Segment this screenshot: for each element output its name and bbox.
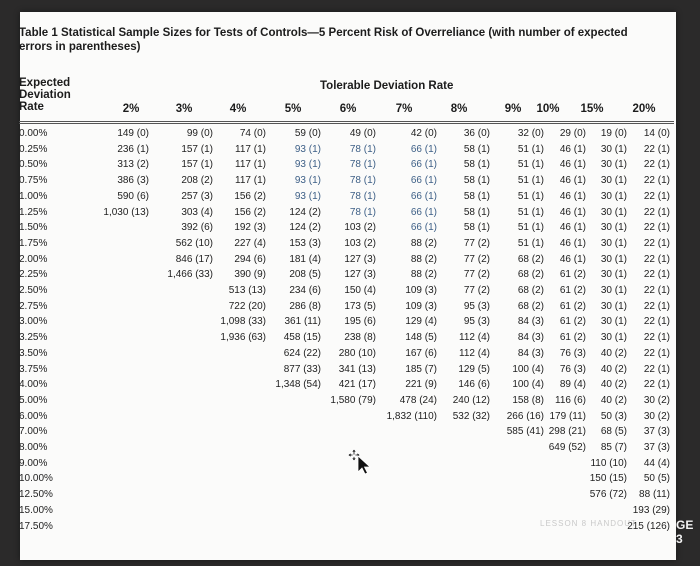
sample-size-cell: 877 (33) [283,363,321,375]
sample-size-cell: 30 (1) [600,253,627,265]
sample-size-cell: 58 (1) [463,143,490,155]
sample-size-cell: 44 (4) [643,457,670,469]
deviation-rate-label: 0.25% [19,143,48,155]
sample-size-cell: 227 (4) [234,237,266,249]
sample-size-cell: 1,030 (13) [103,206,149,218]
sample-size-cell: 49 (0) [349,128,376,139]
sample-size-cell: 392 (6) [181,222,213,234]
sample-size-cell: 51 (1) [517,206,544,218]
sample-size-cell: 313 (2) [117,159,149,171]
sample-size-cell: 68 (2) [517,300,544,312]
sample-size-cell: 117 (1) [235,143,266,155]
sample-size-cell: 341 (13) [338,363,376,375]
sample-size-cell: 846 (17) [175,253,213,265]
sample-size-cell: 66 (1) [410,159,437,171]
deviation-rate-label: 3.75% [19,363,48,375]
deviation-rate-label: 4.00% [19,379,48,391]
sample-size-cell: 22 (1) [643,175,670,187]
sample-size-cell: 61 (2) [559,316,586,328]
sample-size-cell: 66 (1) [410,143,437,155]
sample-size-cell: 66 (1) [410,190,437,202]
sample-size-cell: 117 (1) [235,175,266,187]
sample-size-cell: 58 (1) [463,206,490,218]
sample-size-cell: 40 (2) [600,363,627,375]
sample-size-cell: 84 (3) [517,332,544,344]
deviation-rate-label: 3.50% [19,347,48,359]
sample-size-cell: 88 (11) [639,489,670,501]
sample-size-cell: 1,832 (110) [386,410,437,422]
sample-size-cell: 193 (29) [632,504,670,516]
sample-size-cell: 30 (1) [600,285,627,296]
sample-size-cell: 286 (8) [289,300,321,312]
sample-size-cell: 30 (1) [600,332,627,344]
sample-size-cell: 76 (3) [559,363,586,375]
sample-size-cell: 22 (1) [643,143,670,155]
deviation-rate-label: 0.50% [19,159,48,171]
sample-size-cell: 124 (2) [289,206,321,218]
sample-size-cell: 722 (20) [228,300,266,312]
sample-size-cell: 22 (1) [643,316,670,328]
deviation-rate-label: 6.00% [19,410,48,422]
sample-size-cell: 109 (3) [405,285,437,296]
sample-size-cell: 77 (2) [463,269,490,281]
sample-size-cell: 421 (17) [338,379,376,391]
sample-size-cell: 30 (1) [600,269,627,281]
sample-size-cell: 294 (6) [234,253,266,265]
sample-size-cell: 61 (2) [559,269,586,281]
sample-size-cell: 30 (1) [600,175,627,187]
table-title: Table 1 Statistical Sample Sizes for Tests of Controls—5 Percent Risk of Overreliance (with number of expected errors in parentheses) [19,27,628,53]
sample-size-cell: 257 (3) [181,190,213,202]
sample-size-cell: 78 (1) [349,159,376,171]
sample-size-cell: 173 (5) [344,300,376,312]
deviation-rate-label: 2.00% [19,253,48,265]
sample-size-cell: 478 (24) [399,394,437,406]
tolerable-deviation-rate-header: Tolerable Deviation Rate [320,80,454,92]
sample-size-cell: 153 (3) [289,237,321,249]
sample-size-cell: 66 (1) [410,222,437,234]
deviation-rate-label: 12.50% [19,489,53,501]
sample-size-cell: 158 (8) [512,394,544,406]
deviation-rate-label: 2.50% [19,285,48,296]
sample-size-cell: 58 (1) [463,159,490,171]
expected-deviation-rate-header [19,77,89,113]
sample-size-cell: 77 (2) [463,253,490,265]
sample-size-cell: 236 (1) [117,143,149,155]
sample-size-cell: 37 (3) [643,442,670,453]
sample-size-cell: 51 (1) [517,175,544,187]
sample-size-cell: 85 (7) [600,442,627,453]
sample-size-cell: 68 (5) [600,426,627,438]
sample-size-cell: 29 (0) [559,128,586,139]
sample-size-cell: 22 (1) [643,332,670,344]
sample-size-cell: 127 (3) [344,253,376,265]
sample-size-cell: 127 (3) [344,269,376,281]
sample-size-cell: 576 (72) [589,489,627,501]
sample-size-cell: 361 (11) [284,316,321,328]
sample-size-cell: 103 (2) [344,222,376,234]
sample-size-cell: 390 (9) [234,269,266,281]
sample-size-cell: 30 (2) [643,394,670,406]
sample-size-cell: 19 (0) [600,128,627,139]
sample-size-cell: 84 (3) [517,316,544,328]
sample-size-cell: 157 (1) [181,159,213,171]
sample-size-cell: 22 (1) [643,222,670,234]
sample-size-cell: 36 (0) [463,128,490,139]
deviation-rate-label: 1.50% [19,222,48,234]
sample-size-cell: 46 (1) [559,206,586,218]
deviation-rate-label: 15.00% [19,504,53,516]
sample-size-cell: 66 (1) [410,175,437,187]
sample-size-cell: 112 (4) [459,332,490,344]
sample-size-cell: 51 (1) [517,222,544,234]
sample-size-cell: 40 (2) [600,347,627,359]
sample-size-cell: 234 (6) [289,285,321,296]
sample-size-cell: 22 (1) [643,206,670,218]
sample-size-cell: 68 (2) [517,253,544,265]
sample-size-cell: 208 (5) [289,269,321,281]
column-header-4pct: 4% [229,103,247,115]
sample-size-cell: 22 (1) [643,300,670,312]
sample-size-cell: 146 (6) [458,379,490,391]
sample-size-cell: 112 (4) [459,347,490,359]
sample-size-cell: 22 (1) [643,363,670,375]
deviation-rate-label: 1.25% [19,206,48,218]
deviation-rate-label: 2.25% [19,269,48,281]
sample-size-cell: 46 (1) [559,190,586,202]
sample-size-cell: 22 (1) [643,237,670,249]
adjacent-page-text: GE 3 [676,518,694,546]
sample-size-cell: 179 (11) [549,410,586,422]
sample-size-cell: 51 (1) [517,190,544,202]
sample-size-cell: 238 (8) [344,332,376,344]
column-header-5pct: 5% [284,103,302,115]
sample-size-cell: 30 (1) [600,206,627,218]
sample-size-cell: 303 (4) [181,206,213,218]
deviation-rate-label: 0.75% [19,175,48,187]
sample-size-cell: 240 (12) [452,394,490,406]
sample-size-cell: 84 (3) [517,347,544,359]
sample-size-cell: 103 (2) [344,237,376,249]
sample-size-cell: 40 (2) [600,379,627,391]
column-header-7pct: 7% [395,103,413,115]
column-header-15pct: 15% [580,103,604,115]
sample-size-cell: 386 (3) [117,175,149,187]
sample-size-cell: 78 (1) [349,143,376,155]
sample-size-cell: 22 (1) [643,347,670,359]
sample-size-cell: 156 (2) [234,206,266,218]
sample-size-cell: 117 (1) [235,159,266,171]
sample-size-cell: 89 (4) [559,379,586,391]
sample-size-cell: 99 (0) [186,128,213,139]
sample-size-cell: 76 (3) [559,347,586,359]
sample-size-cell: 77 (2) [463,237,490,249]
sample-size-cell: 74 (0) [239,128,266,139]
column-header-20pct: 20% [632,103,656,115]
sample-size-cell: 68 (2) [517,285,544,296]
sample-size-cell: 649 (52) [548,442,586,453]
sample-size-cell: 624 (22) [283,347,321,359]
sample-size-cell: 109 (3) [405,300,437,312]
sample-size-cell: 46 (1) [559,143,586,155]
sample-size-cell: 150 (15) [589,473,627,485]
sample-size-cell: 22 (1) [643,159,670,171]
sample-size-cell: 148 (5) [405,332,437,344]
sample-size-cell: 93 (1) [294,190,321,202]
header-rule [19,121,674,122]
sample-size-cell: 51 (1) [517,143,544,155]
sample-size-cell: 100 (4) [512,379,544,391]
sample-size-cell: 192 (3) [234,222,266,234]
deviation-rate-label: 0.00% [19,128,48,139]
sample-size-cell: 1,348 (54) [275,379,321,391]
deviation-rate-label: 1.00% [19,190,48,202]
sample-size-cell: 40 (2) [600,394,627,406]
deviation-rate-label: 10.00% [19,473,53,485]
sample-size-cell: 585 (41) [506,426,544,438]
sample-size-cell: 1,580 (79) [330,394,376,406]
sample-size-cell: 88 (2) [410,269,437,281]
sample-size-cell: 280 (10) [338,347,376,359]
sample-size-cell: 59 (0) [294,128,321,139]
sample-size-cell: 129 (4) [405,316,437,328]
column-header-8pct: 8% [450,103,468,115]
sample-size-cell: 46 (1) [559,222,586,234]
sample-size-cell: 68 (2) [517,269,544,281]
sample-size-cell: 58 (1) [463,175,490,187]
column-header-9pct: 9% [504,103,522,115]
sample-size-cell: 215 (126) [627,520,670,532]
header-rule-secondary [19,123,674,124]
sample-size-cell: 116 (6) [555,394,586,406]
sample-size-cell: 93 (1) [294,143,321,155]
column-header-2pct: 2% [122,103,140,115]
sample-size-cell: 78 (1) [349,190,376,202]
sample-size-cell: 100 (4) [512,363,544,375]
deviation-rate-label: 7.00% [19,426,48,438]
sample-size-cell: 93 (1) [294,175,321,187]
sample-size-cell: 42 (0) [410,128,437,139]
sample-size-cell: 22 (1) [643,190,670,202]
deviation-rate-label: 3.00% [19,316,48,328]
sample-size-cell: 532 (32) [452,410,490,422]
sample-size-cell: 167 (6) [405,347,437,359]
sample-size-cell: 14 (0) [643,128,670,139]
sample-size-cell: 61 (2) [559,332,586,344]
sample-size-cell: 30 (1) [600,237,627,249]
sample-size-cell: 66 (1) [410,206,437,218]
sample-size-cell: 46 (1) [559,253,586,265]
deviation-rate-label: 5.00% [19,394,48,406]
sample-size-cell: 124 (2) [289,222,321,234]
deviation-rate-label: 8.00% [19,442,48,453]
sample-size-cell: 93 (1) [294,159,321,171]
sample-size-cell: 30 (1) [600,190,627,202]
sample-size-cell: 88 (2) [410,237,437,249]
sample-size-cell: 30 (1) [600,300,627,312]
deviation-rate-label: 17.50% [19,520,53,532]
sample-size-cell: 22 (1) [643,285,670,296]
sample-size-cell: 58 (1) [463,222,490,234]
sample-size-cell: 88 (2) [410,253,437,265]
sample-size-cell: 30 (1) [600,222,627,234]
sample-size-cell: 157 (1) [181,143,213,155]
sample-size-cell: 129 (5) [458,363,490,375]
expected-label: Expected Deviation Rate [19,77,71,113]
sample-size-cell: 78 (1) [349,206,376,218]
sample-size-cell: 32 (0) [517,128,544,139]
sample-size-cell: 181 (4) [289,253,321,265]
sample-size-cell: 110 (10) [590,457,627,469]
sample-size-cell: 61 (2) [559,285,586,296]
move-cursor-icon [348,448,372,474]
sample-size-cell: 46 (1) [559,237,586,249]
sample-size-cell: 150 (4) [344,285,376,296]
deviation-rate-label: 3.25% [19,332,48,344]
sample-size-cell: 266 (16) [506,410,544,422]
sample-size-cell: 46 (1) [559,159,586,171]
sample-size-cell: 298 (21) [548,426,586,438]
sample-size-cell: 46 (1) [559,175,586,187]
sample-size-cell: 1,466 (33) [167,269,213,281]
sample-size-cell: 185 (7) [405,363,437,375]
sample-size-cell: 208 (2) [181,175,213,187]
sample-size-cell: 590 (6) [117,190,149,202]
sample-size-cell: 95 (3) [463,300,490,312]
sample-size-cell: 513 (13) [228,285,266,296]
sample-size-cell: 156 (2) [234,190,266,202]
deviation-rate-label: 9.00% [19,457,48,469]
sample-size-cell: 221 (9) [405,379,437,391]
sample-size-cell: 22 (1) [643,253,670,265]
sample-size-cell: 149 (0) [117,128,149,139]
sample-size-cell: 30 (2) [643,410,670,422]
deviation-rate-label: 1.75% [19,237,48,249]
sample-size-cell: 61 (2) [559,300,586,312]
sample-size-cell: 37 (3) [643,426,670,438]
sample-size-cell: 95 (3) [463,316,490,328]
sample-size-cell: 30 (1) [600,159,627,171]
column-header-10pct: 10% [536,103,560,115]
sample-size-cell: 51 (1) [517,159,544,171]
sample-size-cell: 30 (1) [600,143,627,155]
sample-size-cell: 22 (1) [643,379,670,391]
sample-size-cell: 1,098 (33) [220,316,266,328]
sample-size-cell: 50 (5) [643,473,670,485]
sample-size-cell: 562 (10) [175,237,213,249]
sample-size-cell: 77 (2) [463,285,490,296]
sample-size-cell: 51 (1) [517,237,544,249]
sample-size-cell: 50 (3) [600,410,627,422]
sample-size-cell: 458 (15) [283,332,321,344]
deviation-rate-label: 2.75% [19,300,48,312]
column-header-3pct: 3% [175,103,193,115]
sample-size-cell: 22 (1) [643,269,670,281]
sample-size-cell: 1,936 (63) [220,332,266,344]
sample-size-cell: 78 (1) [349,175,376,187]
watermark: LESSON 8 HANDOUT [540,519,637,528]
sample-size-cell: 58 (1) [463,190,490,202]
sample-size-cell: 195 (6) [344,316,376,328]
sample-size-cell: 30 (1) [600,316,627,328]
column-header-6pct: 6% [339,103,357,115]
